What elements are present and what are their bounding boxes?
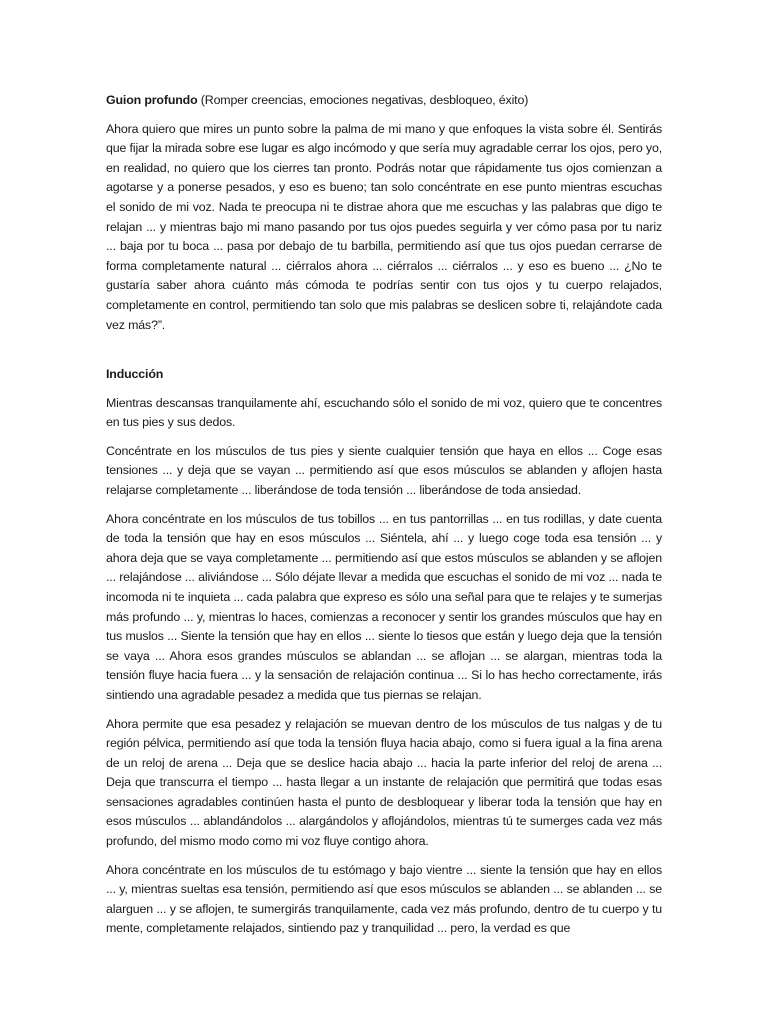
document-title bbox=[106, 91, 662, 111]
induction-heading: Inducción bbox=[106, 367, 164, 381]
document-title-subtitle: (Romper creencias, emociones negativas, desbloqueo, éxito) bbox=[197, 93, 529, 107]
induction-paragraph-2: Concéntrate en los músculos de tus pies y siente cualquier tensión que haya en ellos ... Coge esas tensiones ... y deja que se vayan ... permitiendo así que esos músculos se ablanden y aflojen hasta relajarse completamente ... liberándose de toda tensión ... liberándose de toda ansiedad. bbox=[106, 443, 662, 497]
intro-section bbox=[106, 91, 662, 344]
induction-section bbox=[106, 365, 662, 948]
induction-paragraph-3: Ahora concéntrate en los músculos de tus tobillos ... en tus pantorrillas ... en tus rodillas, y date cuenta de toda la tensión que hay en esos músculos ... Siéntela, ahí ... y luego coge toda esa tensión ... y ahora deja que se vaya completamente ... permitiendo así que estos músculos se ablanden y se aflojen ... relajándose ... aliviándose ... Sólo déjate llevar a medida que escuchas el sonido de mi voz ... nada te incomoda ni te inquieta ... cada palabra que expreso es sólo una señal para que te relajes y te sumerjas más profundo ... y, mientras lo haces, comienzas a reconocer y sentir los grandes músculos que hay en tus muslos ... Siente la tensión que hay en ellos ... siente lo tiesos que están y luego deja que la tensión se vaya ... Ahora esos grandes músculos se ablandan ... se aflojan ... se alargan, mientras toda la tensión fluye hacia fuera ... y la sensación de relajación continua ... Si lo has hecho correctamente, irás sintiendo una agradable pesadez a medida que tus piernas se relajan. bbox=[106, 511, 662, 702]
induction-paragraph-5: Ahora concéntrate en los músculos de tu estómago y bajo vientre ... siente la tensión que hay en ellos ... y, mientras sueltas esa tensión, permitiendo así que esos músculos se ablanden ... se ablanden ... se alarguen ... y se aflojen, te sumergirás tranquilamente, cada vez más profundo, dentro de tu cuerpo y tu mente, completamente relajados, sintiendo paz y tranquilidad ... pero, la verdad es que bbox=[106, 862, 662, 936]
intro-paragraph: Ahora quiero que mires un punto sobre la palma de mi mano y que enfoques la vista sobre él. Sentirás que fijar la mirada sobre ese lugar es algo incómodo y que sería muy agradable cerrar los ojos, pero yo, en realidad, no quiero que los cierres tan pronto. Podrás notar que rápidamente tus ojos comienzan a agotarse y a ponerse pesados, y eso es bueno; tan solo concéntrate en ese punto mientras escuchas el sonido de mi voz. Nada te preocupa ni te distrae ahora que me escuchas y las palabras que digo te relajan ... y mientras bajo mi mano pasando por tus ojos puedes seguirla y ver cómo pasa por tu nariz ... baja por tu boca ... pasa por debajo de tu barbilla, permitiendo así que tus ojos puedan cerrarse de forma completamente natural ... ciérralos ahora ... ciérralos ... ciérralos ... y eso es bueno ... ¿No te gustaría saber ahora cuánto más cómoda te podrías sentir con tus ojos y tu cuerpo relajados, completamente en control, permitiendo tan solo que mis palabras se deslicen sobre ti, relajándote cada vez más?”. bbox=[106, 121, 662, 332]
induction-paragraph-1: Mientras descansas tranquilamente ahí, escuchando sólo el sonido de mi voz, quiero que te concentres en tus pies y sus dedos. bbox=[106, 395, 662, 430]
induction-paragraph-4: Ahora permite que esa pesadez y relajación se muevan dentro de los músculos de tus nalgas y de tu región pélvica, permitiendo así que toda la tensión fluya hacia abajo, como si fuera igual a la fina arena de un reloj de arena ... Deja que se deslice hacia abajo ... hacia la parte inferior del reloj de arena ... Deja que transcurra el tiempo ... hasta llegar a un instante de relajación que permitirá que todas esas sensaciones agradables continúen hasta el punto de desbloquear y liberar toda la tensión que hay en esos músculos ... ablandándolos ... alargándolos y aflojándolos, mientras tú te sumerges cada vez más profundo, del mismo modo como mi voz fluye contigo ahora. bbox=[106, 716, 662, 849]
document-title-bold: Guion profundo bbox=[106, 93, 198, 107]
